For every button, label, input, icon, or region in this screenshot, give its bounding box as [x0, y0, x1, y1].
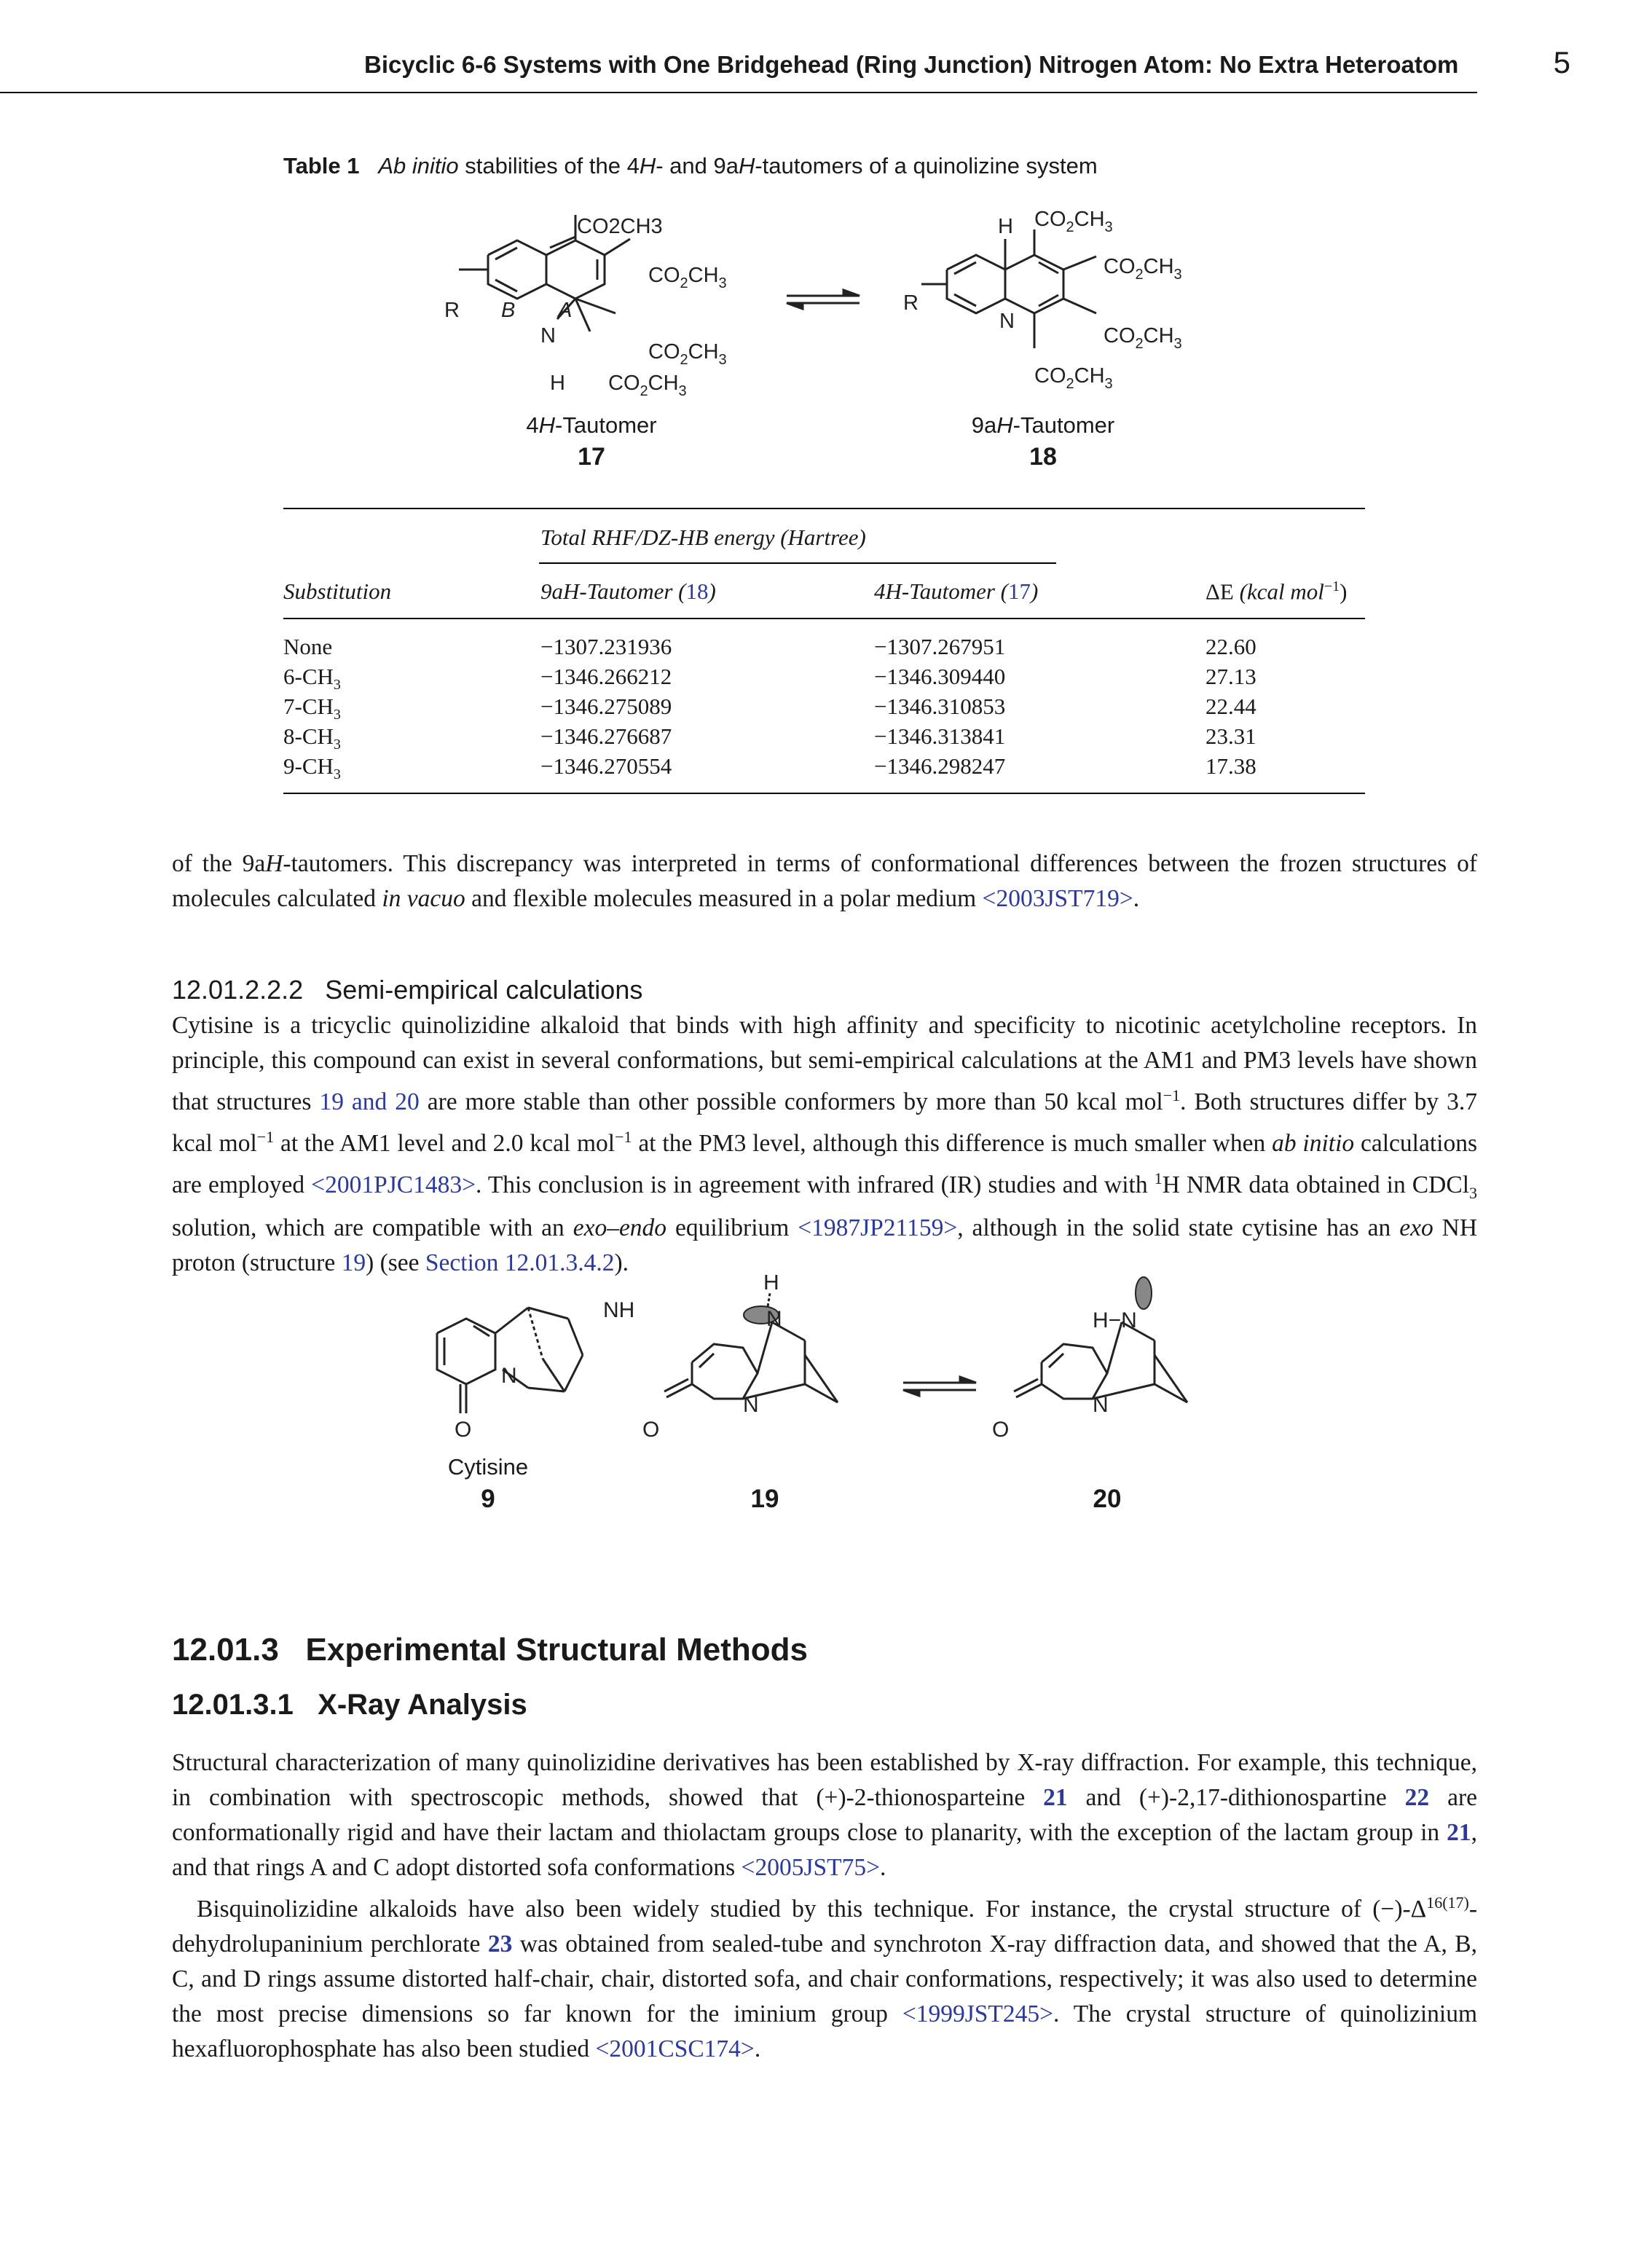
table-top-rule: [283, 508, 1365, 509]
lone-pair-20: [1136, 1277, 1152, 1309]
caption-text-3: -tautomers of a quinolizine system: [755, 153, 1098, 178]
table-header-rule: [283, 618, 1365, 619]
co2ch3-label-g: $CO_2CH_3$: [1104, 324, 1182, 352]
row-delta-e: 17.38: [1205, 753, 1256, 779]
caption-h-1: H: [639, 153, 656, 178]
ref-21b-link[interactable]: 21: [1447, 1819, 1471, 1846]
compound-17-number: 17: [578, 443, 605, 471]
row-4h-energy: −1346.298247: [874, 753, 1006, 779]
table-spanner-rule: [539, 562, 1056, 564]
co2ch3-label-d: $CO_2CH_3$: [608, 372, 687, 399]
row-substitution: 8-CH: [283, 723, 334, 749]
compound-19-number: 19: [750, 1485, 779, 1513]
equilibrium-arrow: [787, 290, 860, 309]
co2ch3-label-h: $CO_2CH_3$: [1034, 364, 1113, 392]
ref-2001csc174-link[interactable]: <2001CSC174>: [595, 2035, 755, 2063]
caption-text-2: - and 9a: [656, 153, 739, 178]
ref-19-20-link[interactable]: 19 and 20: [319, 1088, 420, 1116]
ring-b-label: B: [501, 299, 516, 322]
n-label-19-top: N: [766, 1307, 782, 1331]
table-caption-label: Table 1: [283, 153, 360, 178]
ref-22-link[interactable]: 22: [1404, 1784, 1430, 1811]
row-4h-energy: −1307.267951: [874, 634, 1006, 659]
row-substitution: 7-CH: [283, 694, 334, 719]
row-substitution: 6-CH: [283, 664, 334, 689]
h-label-right: H: [998, 215, 1013, 238]
h-label-19: H: [763, 1275, 779, 1295]
nh-label: NH: [603, 1298, 635, 1322]
co2ch3-label-e: $CO_2CH_3$: [1034, 208, 1113, 235]
ref-1987jp21159-link[interactable]: <1987JP21159>: [798, 1214, 958, 1242]
cytisine-label: Cytisine: [447, 1454, 529, 1480]
ref-2005jst75-link[interactable]: <2005JST75>: [741, 1854, 880, 1881]
row-delta-e: 22.60: [1205, 634, 1256, 659]
paragraph-xray-quinolizidine: Structural characterization of many quinolizidine derivatives has been established by X-ray diffraction. For example, this technique, in combination with spectroscopic methods, showed that (+)-2-thionosparteine 21 and (+)-2,17-dithionospartine 22 are conformationally rigid and have their lactam and thiolactam groups close to planarity, with the exception of the lactam group in 21, and that rings A and C adopt distorted sofa conformations <2005JST75>.: [172, 1749, 1477, 1881]
heading-semi-empirical: 12.01.2.2.2 Semi-empirical calculations: [172, 975, 643, 1005]
hn-label-20: H−N: [1093, 1308, 1137, 1332]
compound-20-number: 20: [1093, 1485, 1122, 1513]
co2ch3-label-b: $CO_2CH_3$: [648, 264, 727, 291]
tautomer-scheme: [408, 204, 1246, 415]
o-label-9: O: [455, 1418, 472, 1442]
equilibrium-arrow-2: [903, 1377, 976, 1396]
ref-2001pjc1483-link[interactable]: <2001PJC1483>: [311, 1171, 476, 1199]
ref-18-link[interactable]: 18: [685, 578, 709, 604]
n-label-9: N: [501, 1364, 517, 1388]
n-label-left: N: [540, 324, 556, 347]
compound-18-number: 18: [1029, 443, 1057, 471]
col-header-4h: 4H-Tautomer (17): [874, 578, 1039, 604]
table-bottom-rule: [283, 793, 1365, 794]
cytisine-9-structure: [437, 1308, 583, 1413]
table-caption: [283, 153, 1098, 179]
paragraph-bisquinolizidine: Bisquinolizidine alkaloids have also been widely studied by this technique. For instance, the crystal structure of $(-)-\Delta^{16(17)}$-dehydrolupaninium perchlorate 23 was obtained from sealed-tube and synchroton X-ray diffraction data, and showed that the A, B, C, and D rings assume distorted half-chair, chair, distorted sofa, and chair conformations, respectively; it was also used to determine the most precise dimensions so far known for the iminium group <1999JST245>. The crystal structure of quinolizinium hexafluorophosphate has also been studied <2001CSC174>.: [172, 1893, 1478, 2063]
heading-experimental-structural-methods: 12.01.3 Experimental Structural Methods: [172, 1632, 808, 1668]
row-9ah-energy: −1346.266212: [540, 664, 672, 689]
page-number: 5: [1553, 45, 1570, 79]
co2ch3-label-a: CO2CH3: [577, 215, 663, 238]
row-delta-e: 22.44: [1205, 694, 1256, 719]
n-label-right: N: [999, 310, 1015, 333]
caption-h-2: H: [738, 153, 755, 178]
ref-17-link[interactable]: 17: [1008, 578, 1031, 604]
paragraph-cytisine: Cytisine is a tricyclic quinolizidine alkaloid that binds with high affinity and specificity to nicotinic acetylcholine receptors. In principle, this compound can exist in several conformations, but semi-empirical calculations at the AM1 and PM3 levels have shown that structures 19 and 20 are more stable than other possible conformers by more than 50 kcal mol$^{-1}$. Both structures differ by 3.7 kcal mol$^{-1}$ at the AM1 level and 2.0 kcal mol$^{-1}$ at the PM3 level, although this difference is much smaller when ab initio calculations are employed <2001PJC1483>. This conclusion is in agreement with infrared (IR) studies and with $^1$H NMR data obtained in CDCl$_3$ solution, which are compatible with an exo–endo equilibrium <1987JP21159>, although in the solid state cytisine has an exo NH proton (structure 19) (see Section 12.01.3.4.2).: [172, 1012, 1478, 1277]
header-rule: [0, 92, 1477, 93]
col-header-delta-e: ΔE (kcal mol$^{-1}$): [1205, 578, 1348, 605]
row-4h-energy: −1346.309440: [874, 664, 1006, 689]
row-delta-e: 23.31: [1205, 723, 1256, 749]
caption-text-1: stabilities of the 4: [458, 153, 640, 178]
co2ch3-label-c: $CO_2CH_3$: [648, 340, 727, 368]
compound-9-number: 9: [481, 1485, 495, 1513]
tautomer-18-label: 9aH-Tautomer: [971, 412, 1115, 438]
caption-ab-initio: Ab initio: [378, 153, 459, 178]
r-label-left: R: [444, 299, 460, 322]
r-label-right: R: [903, 291, 919, 315]
row-9ah-energy: −1346.275089: [540, 694, 672, 719]
ref-23-link[interactable]: 23: [487, 1931, 513, 1958]
row-4h-energy: −1346.313841: [874, 723, 1006, 749]
o-label-19: O: [642, 1418, 660, 1442]
table-spanner-header: Total RHF/DZ-HB energy (Hartree): [540, 525, 866, 550]
paragraph-tautomer-discrepancy: of the 9aH-tautomers. This discrepancy was interpreted in terms of conformational differences between the frozen structures of molecules calculated in vacuo and flexible molecules measured in a polar medium <2003JST719>.: [172, 850, 1477, 912]
ring-a-label: A: [558, 299, 573, 322]
heading-x-ray-analysis: 12.01.3.1 X-Ray Analysis: [172, 1689, 527, 1721]
col-header-substitution: Substitution: [283, 578, 392, 604]
row-9ah-energy: −1307.231936: [540, 634, 672, 659]
ref-1999jst245-link[interactable]: <1999JST245>: [902, 2000, 1054, 2028]
o-label-20: O: [992, 1418, 1010, 1442]
conformer-20-structure: [1014, 1322, 1187, 1402]
ref-2003jst719-link[interactable]: <2003JST719>: [982, 885, 1133, 912]
h-label-left: H: [550, 372, 565, 395]
section-12-01-3-4-2-link[interactable]: Section 12.01.3.4.2: [425, 1249, 615, 1277]
ref-19-link[interactable]: 19: [341, 1249, 366, 1277]
col-header-9ah: 9aH-Tautomer (18): [540, 578, 716, 604]
row-9ah-energy: −1346.276687: [540, 723, 672, 749]
n-label-19: N: [743, 1393, 759, 1417]
row-substitution: None: [283, 634, 333, 659]
ref-21-link[interactable]: 21: [1043, 1784, 1068, 1811]
tautomer-17-label: 4H-Tautomer: [526, 412, 657, 438]
row-4h-energy: −1346.310853: [874, 694, 1006, 719]
row-delta-e: 27.13: [1205, 664, 1256, 689]
n-label-20: N: [1093, 1393, 1109, 1417]
co2ch3-label-f: $CO_2CH_3$: [1104, 255, 1182, 283]
running-header-title: Bicyclic 6-6 Systems with One Bridgehead (Ring Junction) Nitrogen Atom: No Extra Heteroatom: [364, 51, 1459, 78]
row-9ah-energy: −1346.270554: [540, 753, 672, 779]
row-substitution: 9-CH: [283, 753, 334, 779]
